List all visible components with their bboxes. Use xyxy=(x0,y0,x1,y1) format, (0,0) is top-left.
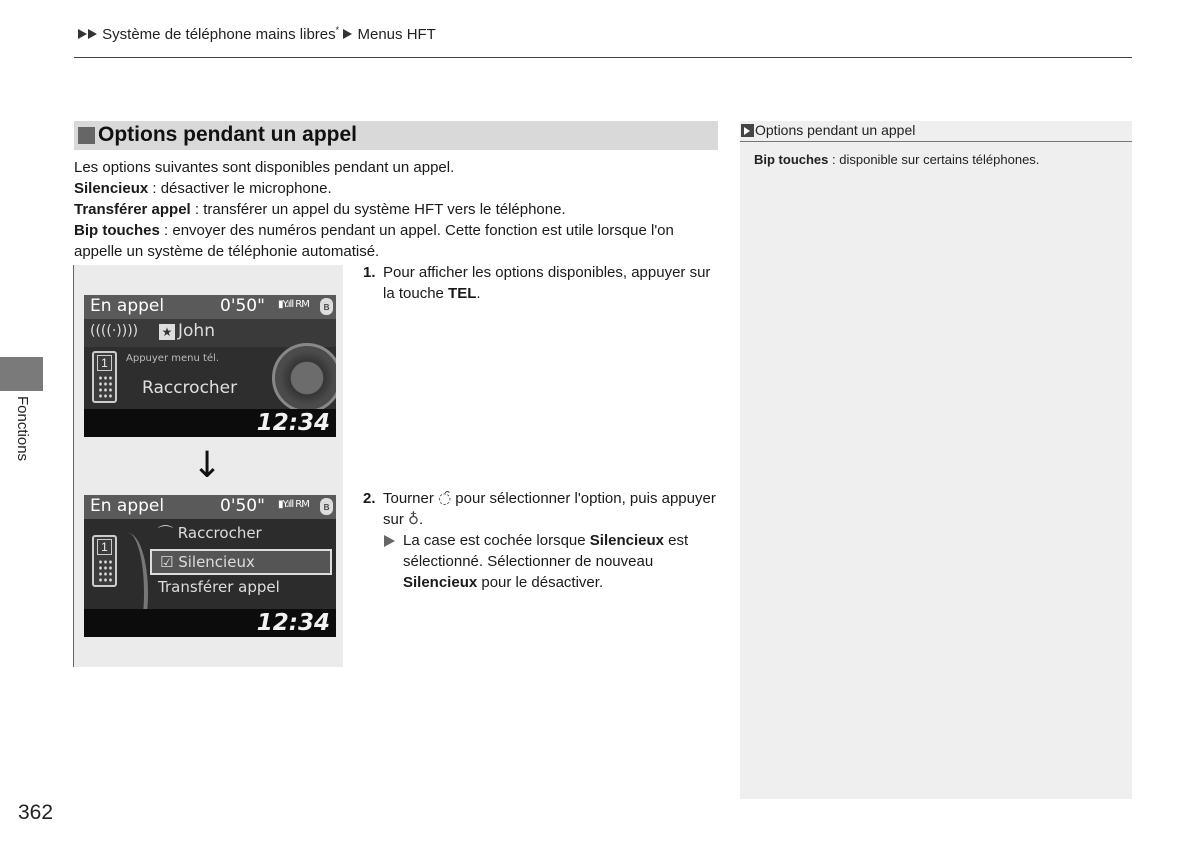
option-term: Bip touches xyxy=(74,222,160,239)
screen-status-bar xyxy=(84,495,336,519)
note-arrow-icon xyxy=(741,124,754,137)
screen-title: En appel xyxy=(90,296,165,316)
side-note xyxy=(740,121,1132,799)
note-title: Options pendant un appel xyxy=(755,122,916,138)
screen-in-call xyxy=(84,295,336,437)
down-arrow-icon: ↓ xyxy=(192,445,223,486)
signal-battery-icon: ▮Y.ıll RM xyxy=(278,299,309,310)
phone-icon xyxy=(92,535,117,587)
keypad-icon xyxy=(98,559,112,583)
intro-line: Les options suivantes sont disponibles pendant un appel. xyxy=(74,159,455,176)
step-1 xyxy=(363,262,719,304)
note-desc: : disponible sur certains téléphones. xyxy=(828,152,1040,167)
menu-hint: Appuyer menu tél. xyxy=(126,353,220,364)
note-term: Bip touches xyxy=(754,152,829,167)
note-header xyxy=(740,121,1132,142)
step-text-part: . xyxy=(476,285,481,302)
result-text-part: pour le désactiver. xyxy=(477,574,604,591)
step-text-part: . xyxy=(419,511,424,528)
menu-item-silencieux[interactable] xyxy=(150,549,332,575)
breadcrumb-part2[interactable]: Menus HFT xyxy=(357,26,436,43)
signal-battery-icon: ▮Y.ıll RM xyxy=(278,499,309,510)
interface-dial-press-icon: ♁ xyxy=(408,510,420,528)
step-2-result xyxy=(383,530,719,593)
breadcrumb xyxy=(78,25,436,43)
bluetooth-icon: ʙ xyxy=(320,498,333,515)
section-title: Options pendant un appel xyxy=(98,123,357,146)
option-transferer xyxy=(74,199,714,220)
screenshots-panel xyxy=(73,265,343,667)
menu-item-label: Raccrocher xyxy=(177,524,262,542)
call-signal-icon: ((((·)))) xyxy=(90,323,139,339)
result-text-part: est sélectionné. Sélectionner de nouveau xyxy=(403,532,689,570)
step-2 xyxy=(363,488,719,593)
menu-item-transferer[interactable] xyxy=(158,578,280,596)
screen-options xyxy=(84,495,336,637)
screen-status-bar xyxy=(84,295,336,319)
step-number: 2. xyxy=(363,490,376,507)
interface-dial-rotate-icon: ◌̑ xyxy=(438,489,452,507)
caller-name: John xyxy=(178,321,215,341)
page-number: 362 xyxy=(18,801,54,824)
screen-body xyxy=(84,347,336,409)
caller-row xyxy=(84,319,336,347)
header-rule xyxy=(74,57,1132,58)
step-text-part: Tourner xyxy=(383,490,439,507)
step-number: 1. xyxy=(363,264,376,281)
menu-item-label: Transférer appel xyxy=(158,578,280,596)
result-text-part: La case est cochée lorsque xyxy=(403,532,590,549)
option-desc: : transférer un appel du système HFT vers le téléphone. xyxy=(190,201,566,218)
menu-item-label: Silencieux xyxy=(178,553,255,571)
section-intro xyxy=(74,157,714,262)
screen-clock: 12:34 xyxy=(256,610,330,636)
breadcrumb-arrow-icon xyxy=(88,29,97,39)
tel-button-label: TEL xyxy=(448,285,477,302)
breadcrumb-arrow-icon xyxy=(78,29,87,39)
step-text xyxy=(383,488,719,530)
favorite-star-icon: ★ xyxy=(159,324,175,340)
result-arrow-icon xyxy=(384,535,395,547)
phone-icon xyxy=(92,351,117,403)
chapter-label: Fonctions xyxy=(14,396,31,462)
result-bold: Silencieux xyxy=(589,532,664,549)
option-bip-touches xyxy=(74,220,714,262)
note-text xyxy=(754,152,1039,167)
checkbox-icon: ☑ xyxy=(160,553,179,571)
section-square-icon xyxy=(78,127,95,144)
screen-clock: 12:34 xyxy=(256,410,330,436)
breadcrumb-footnote-star: * xyxy=(335,25,340,35)
bluetooth-icon: ʙ xyxy=(320,298,333,315)
option-desc: : désactiver le microphone. xyxy=(148,180,332,197)
result-bold: Silencieux xyxy=(403,574,478,591)
option-term: Transférer appel xyxy=(74,201,191,218)
screen-body xyxy=(84,519,336,609)
step-text-part: pour sélectionner l'option, puis appuyer sur xyxy=(383,490,716,528)
option-desc: : envoyer des numéros pendant un appel. Cette fonction est utile lorsque l'on appelle un système de téléphonie automatisé. xyxy=(74,222,674,260)
breadcrumb-part1[interactable]: Système de téléphone mains libres xyxy=(102,26,336,43)
section-header xyxy=(74,121,718,150)
phone-number-badge: 1 xyxy=(97,355,112,371)
dial-icon xyxy=(272,343,336,413)
option-term: Silencieux xyxy=(74,180,149,197)
option-silencieux xyxy=(74,178,714,199)
step-text-part: Pour afficher les options disponibles, appuyer sur la touche xyxy=(383,264,711,302)
hangup-icon: ⌒ xyxy=(158,524,178,542)
screen-title: En appel xyxy=(90,496,165,516)
hangup-label[interactable]: Raccrocher xyxy=(142,378,238,398)
chapter-tab xyxy=(0,357,43,391)
call-duration: 0'50" xyxy=(220,496,265,516)
menu-item-raccrocher[interactable] xyxy=(158,522,262,543)
keypad-icon xyxy=(98,375,112,399)
phone-number-badge: 1 xyxy=(97,539,112,555)
breadcrumb-arrow-icon xyxy=(343,29,352,39)
call-duration: 0'50" xyxy=(220,296,265,316)
step-text xyxy=(383,262,719,304)
